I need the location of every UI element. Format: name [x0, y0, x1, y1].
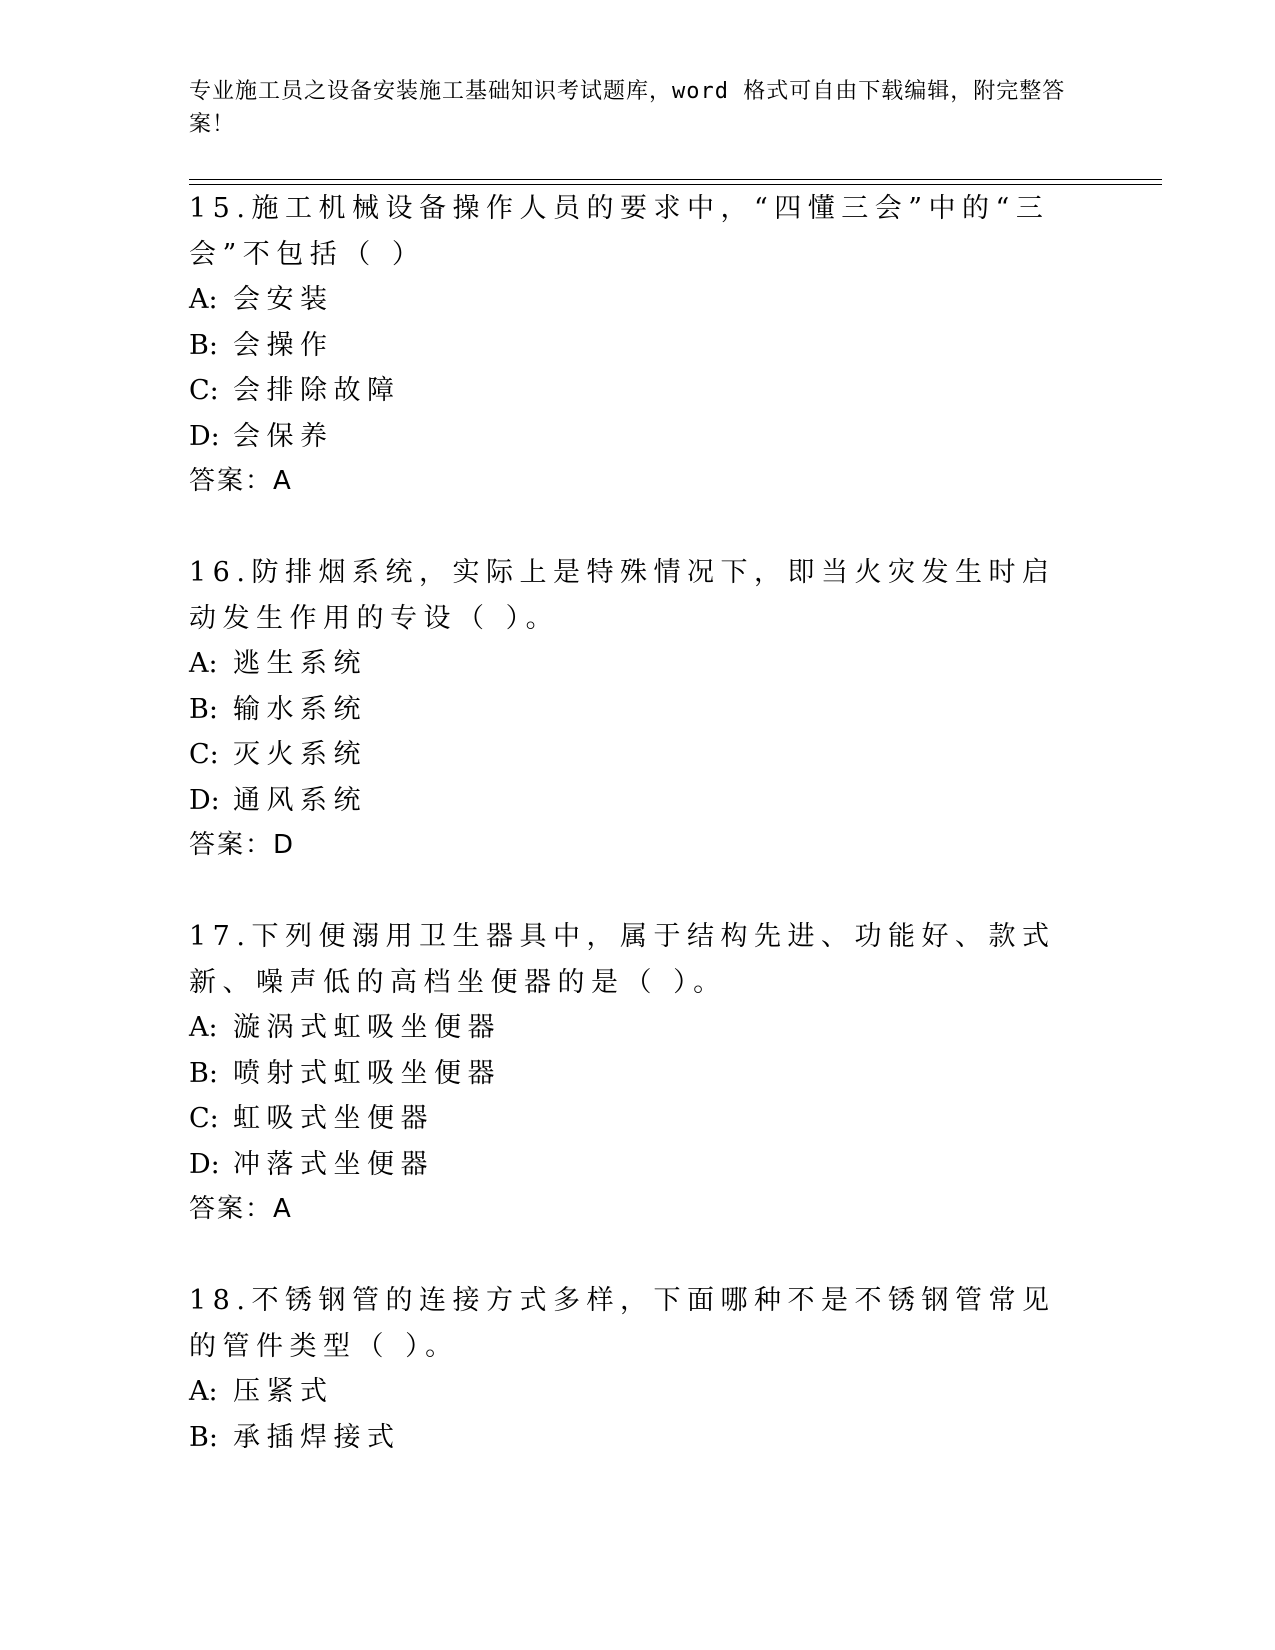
question-15: [189, 186, 1089, 505]
option-c: [189, 368, 1089, 414]
answer-label: 答案：A: [189, 1194, 293, 1224]
option-letter: A:: [189, 648, 218, 679]
option-d: [189, 414, 1089, 460]
option-letter: D:: [189, 784, 220, 816]
question-17: [189, 914, 1089, 1233]
question-spacer: [189, 869, 1089, 915]
question-stem: 17.下列便溺用卫生器具中，属于结构先进、功能好、款式新、噪声低的高档坐便器的是（ ）。: [189, 921, 1056, 998]
option-text: 压紧式: [233, 1376, 334, 1407]
option-letter: C:: [189, 1103, 219, 1134]
question-16: [189, 550, 1089, 869]
header-divider-top: [189, 179, 1162, 180]
option-text: 逃生系统: [233, 648, 367, 679]
option-text: 会操作: [233, 329, 334, 361]
option-a: [189, 277, 1089, 323]
option-letter: D:: [189, 420, 220, 452]
question-18: [189, 1278, 1089, 1460]
option-b: [189, 1415, 1089, 1461]
option-letter: B:: [189, 329, 218, 361]
option-b: [189, 323, 1089, 369]
option-letter: B:: [189, 1421, 218, 1453]
question-stem: 15.施工机械设备操作人员的要求中，“四懂三会”中的“三会”不包括（ ）: [189, 193, 1050, 270]
header-divider-bottom: [189, 184, 1162, 185]
option-letter: A:: [189, 1012, 218, 1043]
document-header: 专业施工员之设备安装施工基础知识考试题库，word 格式可自由下载编辑，附完整答案！: [189, 79, 1066, 137]
option-d: [189, 1142, 1089, 1188]
option-a: [189, 1369, 1089, 1415]
option-text: 输水系统: [233, 693, 367, 725]
option-text: 通风系统: [233, 784, 367, 816]
option-text: 喷射式虹吸坐便器: [233, 1057, 501, 1089]
option-text: 会排除故障: [233, 375, 401, 406]
option-d: [189, 778, 1089, 824]
question-spacer: [189, 505, 1089, 551]
option-text: 承插焊接式: [233, 1421, 401, 1453]
option-letter: A:: [189, 1376, 218, 1407]
question-spacer: [189, 1233, 1089, 1279]
option-a: [189, 641, 1089, 687]
option-letter: B:: [189, 693, 218, 725]
option-text: 会安装: [233, 284, 334, 315]
option-text: 灭火系统: [233, 739, 367, 770]
question-stem: 16.防排烟系统，实际上是特殊情况下，即当火灾发生时启动发生作用的专设（ ）。: [189, 557, 1056, 634]
option-text: 漩涡式虹吸坐便器: [233, 1012, 501, 1043]
question-stem: 18.不锈钢管的连接方式多样，下面哪种不是不锈钢管常见的管件类型（ ）。: [189, 1285, 1056, 1362]
answer-label: 答案：D: [189, 830, 296, 860]
option-text: 冲落式坐便器: [233, 1148, 434, 1180]
option-text: 会保养: [233, 420, 334, 452]
option-c: [189, 1096, 1089, 1142]
question-list: [189, 186, 1089, 1460]
option-letter: A:: [189, 284, 218, 315]
option-letter: D:: [189, 1148, 220, 1180]
option-b: [189, 687, 1089, 733]
option-letter: B:: [189, 1057, 218, 1089]
option-text: 虹吸式坐便器: [233, 1103, 434, 1134]
answer-label: 答案：A: [189, 466, 293, 496]
option-letter: C:: [189, 739, 219, 770]
option-c: [189, 732, 1089, 778]
option-letter: C:: [189, 375, 219, 406]
option-a: [189, 1005, 1089, 1051]
option-b: [189, 1051, 1089, 1097]
